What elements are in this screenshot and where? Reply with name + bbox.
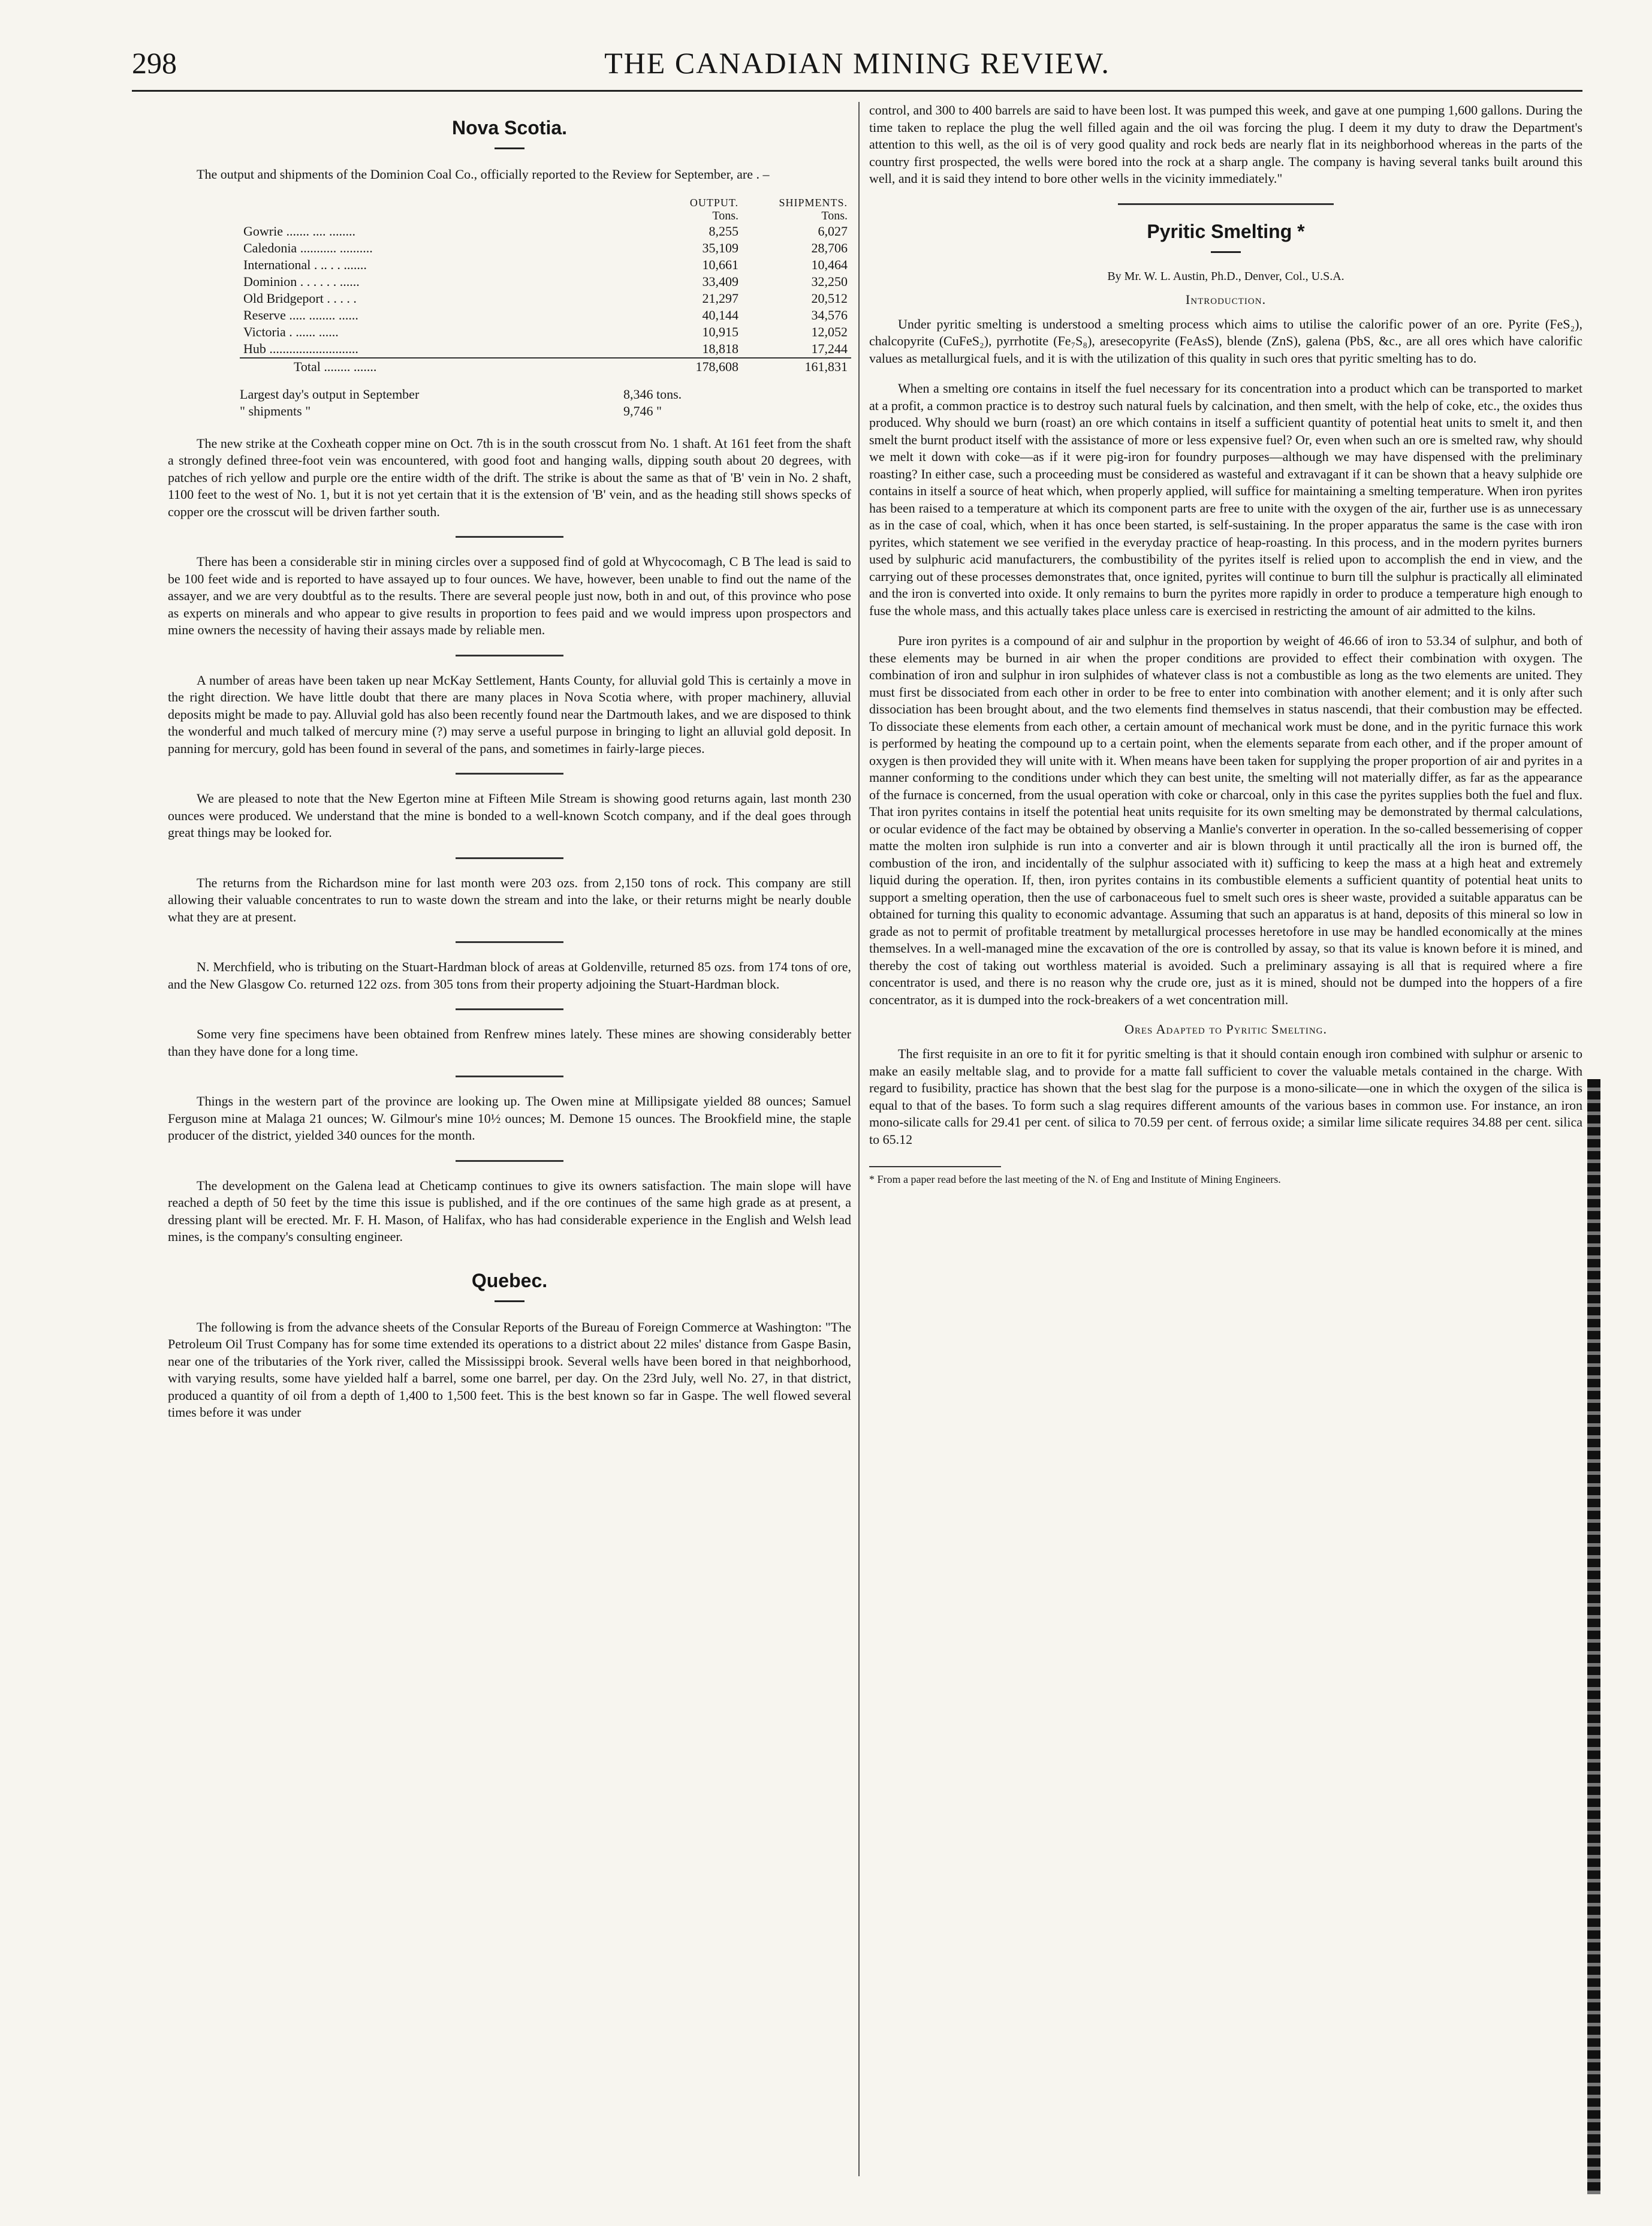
output-value: 10,661 <box>702 257 738 272</box>
right-column <box>869 102 1582 2200</box>
separator <box>456 773 563 775</box>
table-row <box>240 290 851 307</box>
col-header-output: OUTPUT. <box>689 196 738 209</box>
paragraph: Some very fine specimens have been obtained from Renfrew mines lately. These mines are showing considerably better than they have done for a long time. <box>168 1026 851 1059</box>
table-row <box>240 223 851 240</box>
table-row <box>240 273 851 290</box>
left-column <box>168 111 851 2209</box>
largest-shipments-value: 9,746 " <box>623 403 662 418</box>
ores-heading: Ores Adapted to Pyritic Smelting. <box>1124 1022 1328 1037</box>
separator <box>456 655 563 656</box>
output-value: 33,409 <box>702 273 738 289</box>
shipments-value: 34,576 <box>811 307 848 323</box>
unit-shipments: Tons. <box>821 209 848 222</box>
author-byline: By Mr. W. L. Austin, Ph.D., Denver, Col., U.S.A. <box>1107 269 1344 283</box>
footnote-rule <box>869 1166 1001 1167</box>
paragraph: The development on the Galena lead at Cheticamp continues to give its owners satisfaction. The main slope will have reached a depth of 50 feet by the time this issue is published, and if the ore continues of the same high grade as at present, a dressing plant will be erected. Mr. F. H. Mason, of Halifax, who has had considerable experience in the English and Welsh lead mines, is the company's consulting engineer. <box>168 1177 851 1244</box>
running-title: THE CANADIAN MINING REVIEW. <box>604 46 1110 80</box>
paragraph: N. Merchfield, who is tributing on the Stuart-Hardman block of areas at Goldenville, returned 85 ozs. from 174 tons of ore, and the New Glasgow Co. returned 122 ozs. from 305 tons from their property adjoining the Stuart-Hardman block. <box>168 959 851 992</box>
paragraph: When a smelting ore contains in itself the fuel necessary for its concentration into a product which can be transported to market at a profit, a common practice is to destroy such natural fuels by calcination, and then smelt, with the help of coke, etc., the oxides thus produced. Why should we burn (roast) an ore which contains in itself a sufficient quantity of potential heat units to smelt it, and then smelt the burnt product itself with the assistance of more or less expensive fuel? Or, even when such an ore is smelted raw, why should we melt it down with coke—as if it were pig-iron for foundry purposes—although we may have dispensed with the preliminary roasting? In either case, such a proceeding must be considered as wasteful and extravagant if it can be shown that a heavy sulphide ore contains in itself a source of heat which, when properly applied, will suffice for maintaining a smelting temperature. When iron pyrites has been raised to a temperature at which its component parts are free to unite with the oxygen of the air, further use is as unnecessary as in the case of coal, which, when it has once been started, is self-sustaining. In the proper apparatus the same is the case with iron pyrites, which statement we see verified in the everyday practice of heap-roasting. In this process, and in the modern pyrites burners used by sulphuric acid manufacturers, the combustibility of the pyrites itself is relied upon to accomplish the end in view, and the carrying out of these processes demonstrates that, once ignited, pyrites will continue to burn till the sulphur is practically all eliminated and the iron is converted into oxide. It only remains to burn the pyrites more rapidly in order to produce a temperature high enough to fuse the whole mass, and this actually takes place unless care is exercised in restricting the amount of air admitted to the kilns. <box>869 381 1582 618</box>
shipments-value: 20,512 <box>811 290 848 306</box>
largest-day-block <box>240 386 851 420</box>
introduction-heading: Introduction. <box>1185 291 1267 307</box>
paragraph: Pure iron pyrites is a compound of air and sulphur in the proportion by weight of 46.66 of iron to 53.34 of sulphur, and both of these elements may be burned in air when the proper conditions are provided to effect their combination with oxygen. The combination of iron and sulphur in iron sulphides of whatever class is not a combustible as long as the two elements are united. They must first be dissociated from each other in order to be free to enter into combination with another element; and it is only after such dissociation has been brought about, and the two elements find themselves in status nascendi, that their combustion may be effected. To dissociate these elements from each other, a certain amount of mechanical work must be done, and in the pyritic furnace this work is performed by heating the compound up to a certain point, when the elements separate from each other, and if the proper amount of oxygen is then provided they will unite with it. When means have been taken for supplying the proper proportion of air and pyrites in a manner conforming to the conditions under which they can best unite, the smelting will not materially differ, as far as the appearance of the furnace is concerned, from the usual operation with coke or charcoal, only in this case the pyrites supplies both the fuel and flux. That iron pyrites contains in itself the potential heat units requisite for its own smelting may be demonstrated by thermal calculations, or ocular evidence of the fact may be obtained by observing a Manlie's converter in operation. In the so-called bessemerising of copper matte the molten iron sulphide is run into a converter and air is blown through it until practically all the iron is burned off, the combustion of the iron, and incidentally of the sulphur associated with it) sufficing to keep the mass at a high heat and extremely liquid during the operation. If, then, iron pyrites contains in its combustible elements a sufficient quantity of potential heat units to support a smelting operation, then the use of carbonaceous fuel to smelt such ores is sheer waste, provided a suitable apparatus can be obtained for turning this quality to economic advantage. Assuming that such an apparatus is at hand, deposits of this mineral so low in grade as not to permit of profitable treatment by metallurgical processes heretofore in use may be handled economically at the mines themselves. In a well-managed mine the excavation of the ore is controlled by assay, so that its value is known before it is mined, and thereby the cost of taking out worthless material is avoided. Such a preliminary assaying is all that is required where a fire concentrator is used, and there is no reason why the crude ore, just as it is mined, should not be dumped into the hoppers of a fire concentrator, as it is dumped into the rock-breakers of a wet concentration mill. <box>869 633 1582 1007</box>
output-value: 35,109 <box>702 240 738 255</box>
largest-output-label: Largest day's output in September <box>240 386 420 402</box>
colliery-name: Hub ........................... <box>243 341 358 356</box>
output-value: 40,144 <box>702 307 738 323</box>
pyritic-smelting-heading: Pyritic Smelting * <box>1147 220 1305 242</box>
colliery-name: International . .. . . ....... <box>243 257 367 272</box>
total-label: Total ........ ....... <box>240 358 633 375</box>
footnote: * From a paper read before the last meeting of the N. of Eng and Institute of Mining Engineers. <box>869 1173 1281 1185</box>
nova-scotia-intro: The output and shipments of the Dominion Coal Co., officially reported to the Review for September, are . – <box>197 167 770 182</box>
largest-shipments-label: " shipments " <box>240 403 311 418</box>
paragraph: The following is from the advance sheets of the Consular Reports of the Bureau of Foreign Commerce at Washington: "The Petroleum Oil Trust Company has for some time extended its operations to a district about 22 miles' distance from Gaspe Basin, near one of the tributaries of the York river, called the Mississippi brook. Several wells have been bored in that neighborhood, with varying results, some have yielded half a barrel, some one barrel, per day. On the 23rd July, well No. 27, in that district, produced a quantity of oil from a depth of 1,400 to 1,500 feet. This is the best known so far in Gaspe. The well flowed several times before it was under <box>168 1319 851 1420</box>
shipments-value: 28,706 <box>811 240 848 255</box>
shipments-value: 10,464 <box>811 257 848 272</box>
unit-output: Tons. <box>712 209 738 222</box>
paragraph: control, and 300 to 400 barrels are said to have been lost. It was pumped this week, and gave at one pumping 1,600 gallons. During the time taken to replace the plug the well filled again and the oil was forcing the plug. I deem it my duty to draw the Department's attention to this well, as the oil is of very good quality and rock beds are nearly flat in its neighborhood whereas in the parts of the country first prospected, the wells were bored into the rock at a sharp angle. The company is having several tanks built around this well, and it is said they intend to bore other wells in the vicinity immediately." <box>869 103 1582 186</box>
heading-dash <box>495 1300 524 1302</box>
total-shipments: 161,831 <box>742 358 851 375</box>
heading-dash <box>1211 251 1241 253</box>
paragraph: The first requisite in an ore to fit it for pyritic smelting is that it should contain enough iron combined with sulphur or arsenic to make an easily meltable slag, and to provide for a matte fall sufficient to cover the valuable metals contained in the charge. With regard to fusibility, practice has shown that the best slag for the purpose is a mono-silicate—one in which the oxygen of the silica is equal to that of the bases. To form such a slag requires different amounts of the various bases in common use. For instance, an iron mono-silicate calls for 29.41 per cent. of silica to 70.59 per cent. of ferrous oxide; a similar lime silicate requires 34.88 per cent. silica to 65.12 <box>869 1046 1582 1147</box>
table-row <box>240 257 851 273</box>
separator <box>456 1076 563 1077</box>
separator <box>456 536 563 538</box>
page-number: 298 <box>132 46 177 80</box>
coal-output-table <box>240 197 851 375</box>
scan-edge-artifact <box>1587 1079 1600 2194</box>
colliery-name: Dominion . . . . . . ...... <box>243 273 360 289</box>
quebec-heading: Quebec. <box>471 1269 548 1291</box>
paragraph: Under pyritic smelting is understood a smelting process which aims to utilise the calorific power of an ore. Pyrite (FeS₂), chalcopyrite (CuFeS₂), pyrrhotite (Fe₇S₈), aresecopyrite (FeAsS), blende (ZnS), galena (PbS, &c., are all ores which have calorific values as metallurgical fuels, and it is with the utilization of this quality in such ores that pyritic smelting has to do. <box>869 316 1582 366</box>
heading-dash <box>495 147 524 149</box>
paragraph: There has been a considerable stir in mining circles over a supposed find of gold at Whycocomagh, C B The lead is said to be 100 feet wide and is reported to have assayed up to four ounces. We have, however, been unable to find out the name of the assayer, and we are very doubtful as to the results. There are several people just now, both in and out, of this province who pose as experts on minerals and who appear to give results in proportion to fees paid and we would impress upon prospectors and mine owners the necessity of having their assays made by reliable men. <box>168 554 851 637</box>
colliery-name: Victoria . ...... ...... <box>243 324 339 339</box>
colliery-name: Reserve ..... ........ ...... <box>243 307 358 323</box>
column-divider <box>858 102 860 2176</box>
col-header-shipments: SHIPMENTS. <box>779 196 848 209</box>
nova-scotia-heading: Nova Scotia. <box>451 117 568 138</box>
shipments-value: 6,027 <box>818 223 848 239</box>
paragraph: We are pleased to note that the New Egerton mine at Fifteen Mile Stream is showing good returns again, last month 230 ounces were produced. We understand that the mine is bonded to a well-known Scotch company, and if the deal goes through great things may be looked for. <box>168 791 851 840</box>
total-row <box>240 358 851 375</box>
separator <box>456 1160 563 1162</box>
colliery-name: Gowrie ....... .... ........ <box>243 223 355 239</box>
total-output: 178,608 <box>633 358 742 375</box>
paragraph: A number of areas have been taken up near McKay Settlement, Hants County, for alluvial gold This is certainly a move in the right direction. We have little doubt that there are many places in Nova Scotia where, with proper machinery, alluvial deposits might be made to pay. Alluvial gold has also been recently found near the Dartmouth lakes, and we are disposed to think the wonderful and much talked of mercury mine (?) may serve a useful purpose in bringing to light an alluvial gold deposit. In panning for mercury, gold has been found in several of the pans, and sometimes in fairly-large pieces. <box>168 672 851 756</box>
separator <box>456 1008 563 1010</box>
separator <box>456 941 563 943</box>
table-row <box>240 341 851 358</box>
shipments-value: 32,250 <box>811 273 848 289</box>
output-value: 8,255 <box>709 223 738 239</box>
shipments-value: 17,244 <box>811 341 848 356</box>
table-row <box>240 307 851 324</box>
paragraph: Things in the western part of the province are looking up. The Owen mine at Millipsigate yielded 88 ounces; Samuel Ferguson mine at Malaga 21 ounces; W. Gilmour's mine 10½ ounces; M. Demone 15 ounces. The Brookfield mine, the staple producer of the district, yielded 340 ounces for the month. <box>168 1094 851 1143</box>
table-row <box>240 324 851 341</box>
page-header <box>132 42 1582 96</box>
output-value: 18,818 <box>702 341 738 356</box>
largest-output-value: 8,346 tons. <box>623 386 682 402</box>
output-value: 10,915 <box>702 324 738 339</box>
shipments-value: 12,052 <box>811 324 848 339</box>
colliery-name: Caledonia ........... .......... <box>243 240 373 255</box>
table-row <box>240 240 851 257</box>
separator <box>1118 203 1334 205</box>
paragraph: The returns from the Richardson mine for last month were 203 ozs. from 2,150 tons of rock. This company are still allowing their valuable concentrates to run to waste down the stream and into the lake, or their returns might be nearly double what they are at present. <box>168 875 851 924</box>
header-rule <box>132 90 1582 92</box>
output-value: 21,297 <box>702 290 738 306</box>
separator <box>456 857 563 859</box>
paragraph: The new strike at the Coxheath copper mine on Oct. 7th is in the south crosscut from No. 1 shaft. At 161 feet from the shaft a strongly defined three-foot vein was encountered, with good foot and hanging walls, dipping south about 20 degrees, with patches of rich yellow and purple ore the entire width of the drift. The strike is about the same as that of 'B' vein in No. 2 shaft, 1100 feet to the west of No. 1, but it is not yet certain that it is the extension of 'B' vein, and as the heading still shows specks of copper ore the crosscut will be driven farther south. <box>168 435 851 519</box>
colliery-name: Old Bridgeport . . . . . <box>243 290 357 306</box>
